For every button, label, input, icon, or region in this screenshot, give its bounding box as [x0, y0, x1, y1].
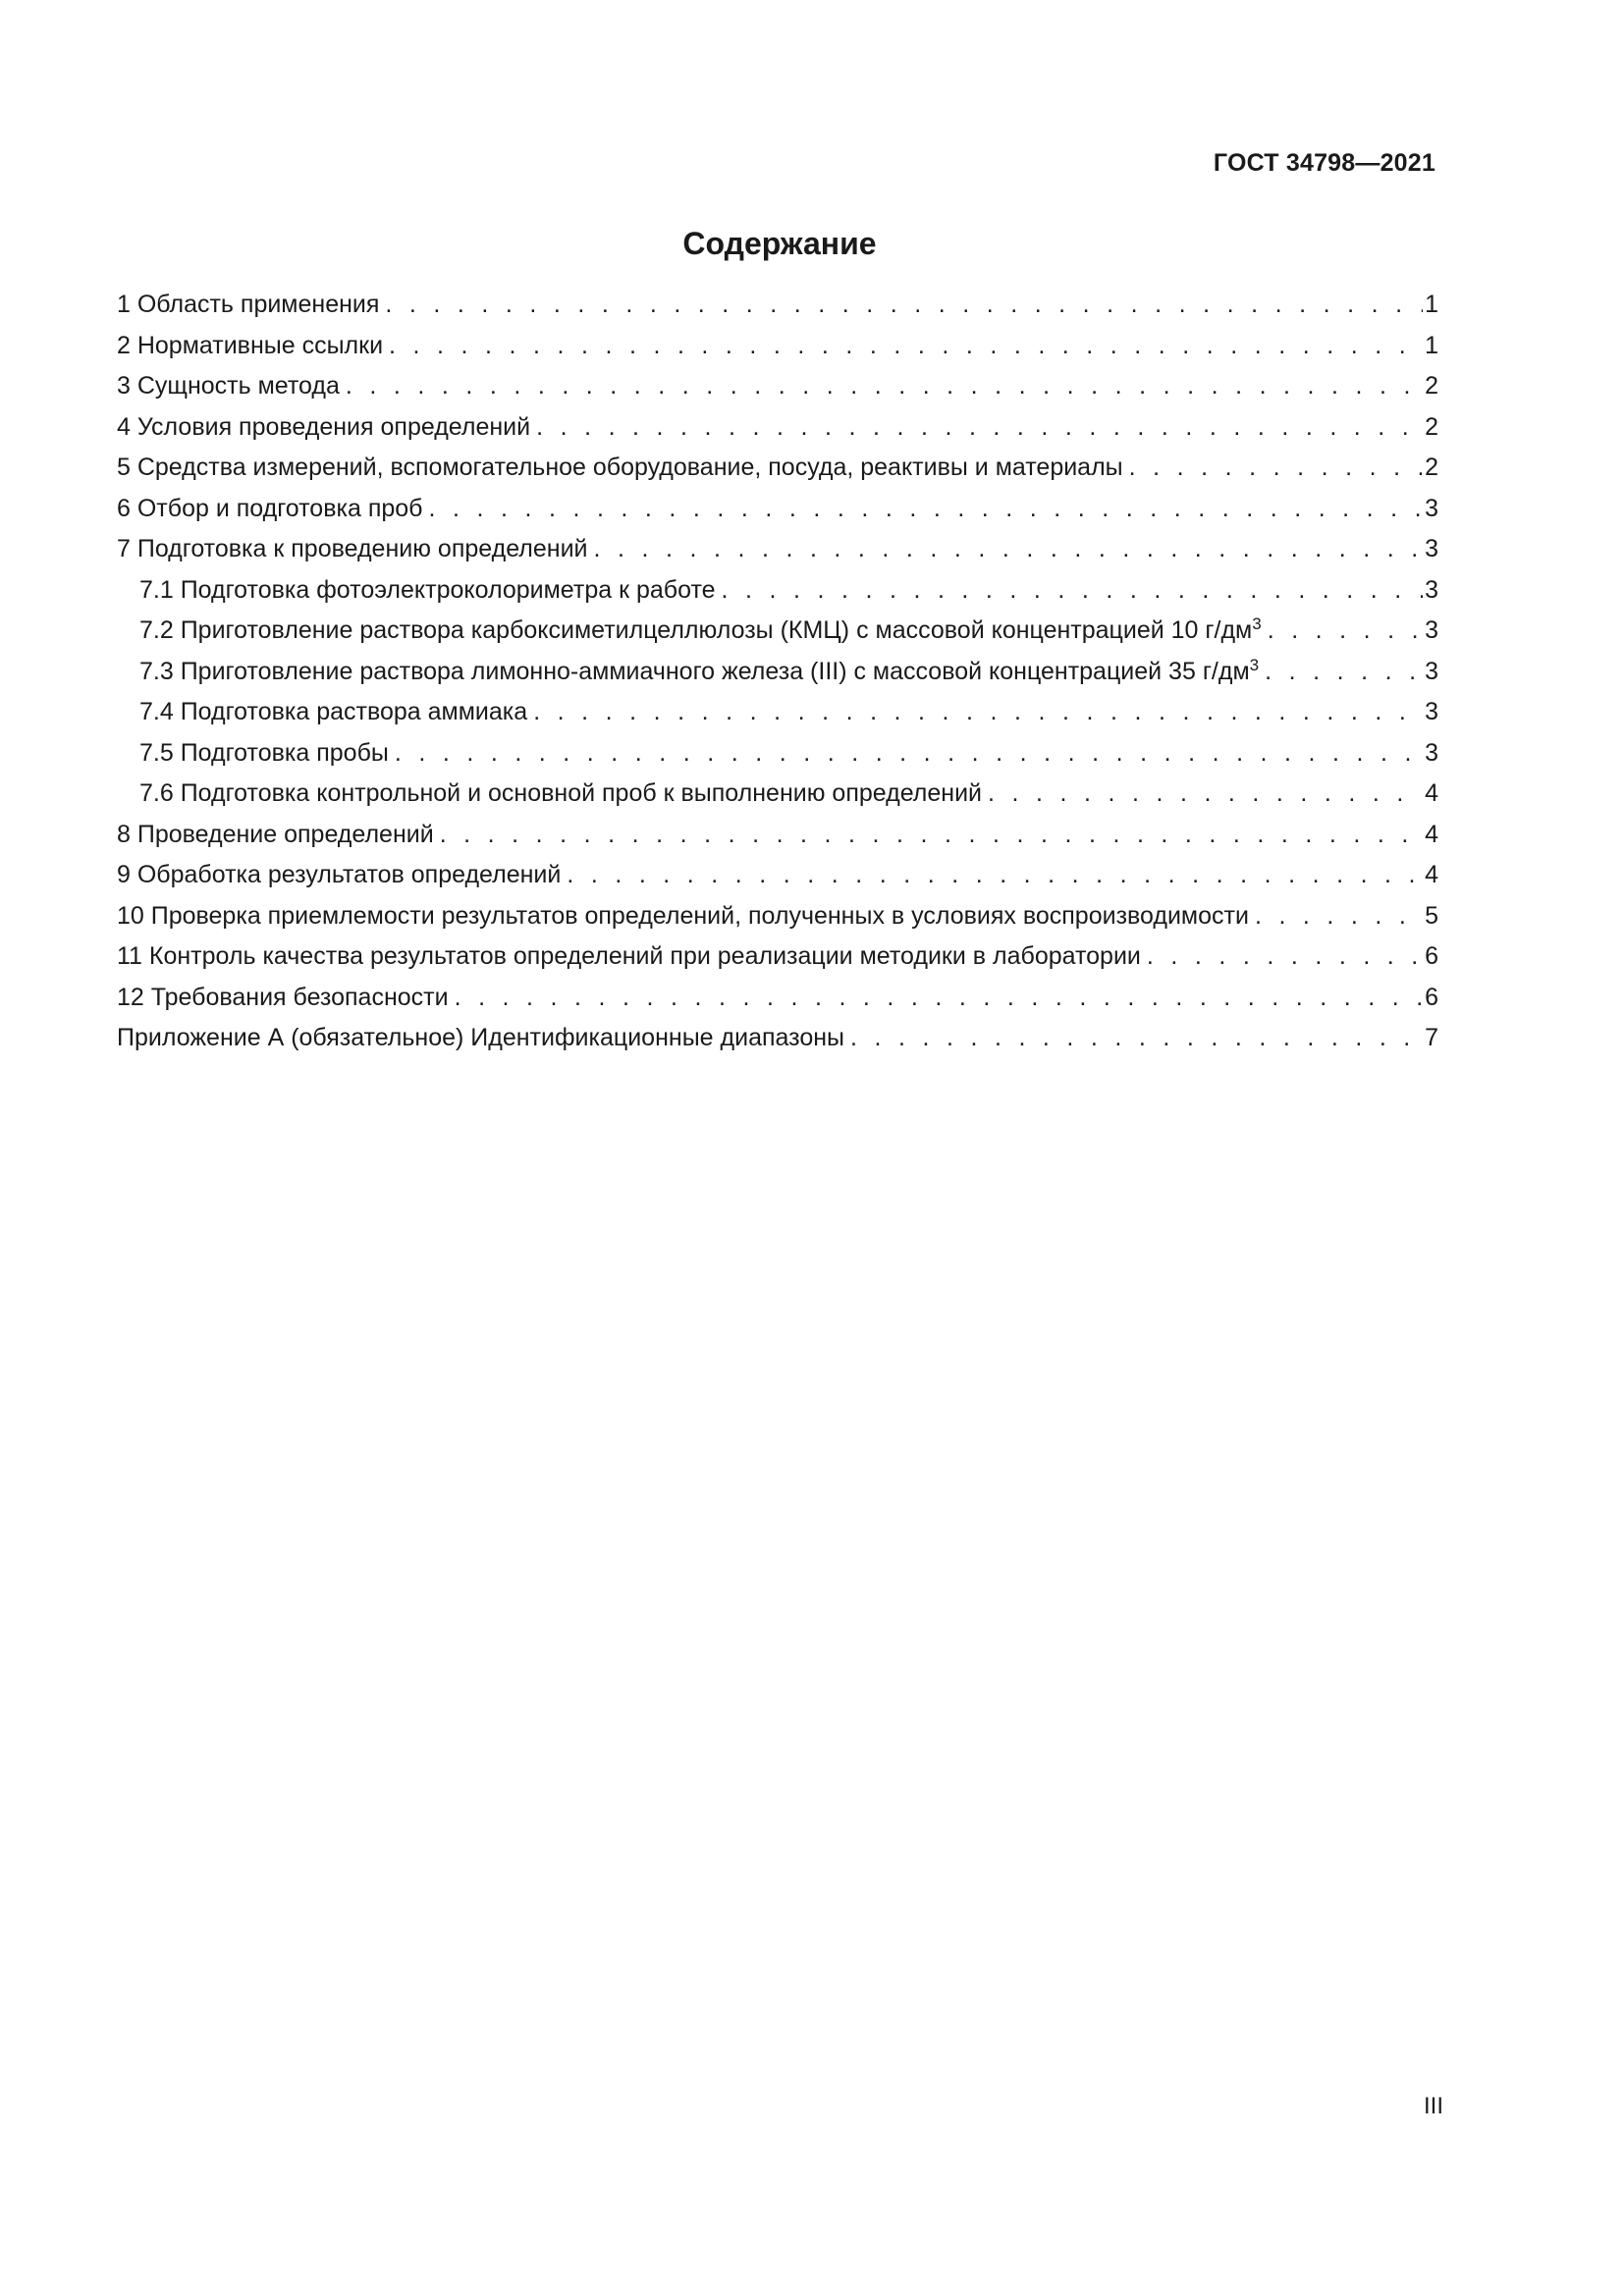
toc-page-number: 2: [1425, 412, 1438, 441]
toc-entry-7[interactable]: [117, 529, 1438, 570]
toc-leader-dots: [988, 774, 1423, 815]
toc-page-number: 2: [1425, 454, 1438, 481]
toc-leader-dots: [395, 733, 1423, 774]
toc-page-number: 3: [1425, 657, 1438, 685]
toc-entry-10[interactable]: [117, 896, 1438, 937]
toc-leader-dots: [385, 285, 1423, 326]
toc-entry-text: 7 Подготовка к проведению определений: [117, 535, 588, 562]
page-number: III: [1423, 2093, 1443, 2119]
toc-leader-dots: [1147, 936, 1423, 978]
toc-entry-text: 7.4 Подготовка раствора аммиака: [139, 698, 528, 725]
toc-page-number: 3: [1425, 738, 1438, 767]
toc-entry-7-2[interactable]: [117, 611, 1438, 652]
toc-leader-dots: [389, 326, 1423, 367]
superscript: 3: [1249, 655, 1260, 674]
toc-entry-text: 11 Контроль качества результатов определений при реализации методики в лаборатории: [117, 942, 1141, 970]
toc-leader-dots: [594, 529, 1424, 570]
toc-entry-text: 7.6 Подготовка контрольной и основной проб к выполнению определений: [139, 779, 983, 807]
toc-entry-3[interactable]: [117, 366, 1438, 407]
document-code: ГОСТ 34798—2021: [1213, 149, 1435, 177]
toc-entry-text: 6 Отбор и подготовка проб: [117, 494, 423, 522]
toc-entry-12[interactable]: [117, 978, 1438, 1019]
superscript: 3: [1252, 614, 1262, 633]
toc-leader-dots: [346, 366, 1423, 407]
table-of-contents: [117, 285, 1438, 1059]
toc-leader-dots: [567, 855, 1423, 896]
toc-entry-text: 4 Условия проведения определений: [117, 412, 531, 441]
toc-entry-7-1[interactable]: [117, 570, 1438, 612]
toc-entry-7-6[interactable]: [117, 774, 1438, 815]
toc-entry-11[interactable]: [117, 936, 1438, 978]
toc-entry-2[interactable]: [117, 326, 1438, 367]
toc-page-number: 6: [1425, 942, 1438, 970]
toc-entry-1[interactable]: [117, 285, 1438, 326]
toc-leader-dots: [429, 489, 1424, 530]
toc-entry-text: Приложение А (обязательное) Идентификационные диапазоны: [117, 1024, 844, 1051]
toc-entry-7-3[interactable]: [117, 652, 1438, 693]
toc-leader-dots: [1268, 611, 1423, 652]
toc-page-number: 4: [1425, 820, 1438, 848]
toc-entry-5[interactable]: [117, 448, 1438, 489]
toc-page-number: 1: [1425, 331, 1438, 359]
toc-entry-text: 7.2 Приготовление раствора карбоксиметилцеллюлозы (КМЦ) с массовой концентрацией 10 г/дм: [139, 616, 1253, 644]
toc-page-number: 3: [1425, 535, 1438, 562]
toc-page-number: 7: [1425, 1024, 1438, 1051]
toc-leader-dots: [850, 1018, 1423, 1059]
toc-leader-dots: [722, 570, 1424, 612]
toc-entry-text: 5 Средства измерений, вспомогательное оборудование, посуда, реактивы и материалы: [117, 454, 1123, 481]
toc-leader-dots: [536, 407, 1423, 449]
toc-entry-text: 7.3 Приготовление раствора лимонно-аммиачного железа (III) с массовой концентрацией 35 г/дм: [139, 657, 1250, 685]
toc-entry-7-5[interactable]: [117, 733, 1438, 774]
toc-title: Содержание: [682, 226, 877, 261]
toc-page-number: 2: [1425, 372, 1438, 400]
toc-entry-text: 1 Область применения: [117, 291, 380, 318]
toc-entry-text: 9 Обработка результатов определений: [117, 861, 562, 888]
toc-entry-appendix-a[interactable]: [117, 1018, 1438, 1059]
toc-leader-dots: [533, 692, 1423, 733]
toc-entry-text: 7.5 Подготовка пробы: [139, 738, 389, 767]
toc-page-number: 3: [1425, 698, 1438, 725]
toc-leader-dots: [455, 978, 1424, 1019]
toc-entry-9[interactable]: [117, 855, 1438, 896]
toc-entry-text-wrap: [139, 611, 1268, 652]
toc-entry-text: 2 Нормативные ссылки: [117, 331, 384, 359]
toc-entry-text: 7.1 Подготовка фотоэлектроколориметра к работе: [139, 575, 716, 604]
toc-entry-4[interactable]: [117, 407, 1438, 449]
toc-entry-7-4[interactable]: [117, 692, 1438, 733]
toc-entry-text: 8 Проведение определений: [117, 820, 434, 848]
toc-page-number: 3: [1425, 616, 1438, 644]
toc-page-number: 4: [1425, 779, 1438, 807]
toc-entry-text: 12 Требования безопасности: [117, 983, 449, 1011]
toc-page-number: 1: [1425, 291, 1438, 318]
toc-page-number: 6: [1425, 983, 1438, 1011]
toc-entry-text: 10 Проверка приемлемости результатов определений, полученных в условиях воспроизводимости: [117, 901, 1249, 930]
toc-leader-dots: [1129, 448, 1423, 489]
toc-entry-6[interactable]: [117, 489, 1438, 530]
toc-page-number: 4: [1425, 861, 1438, 888]
toc-entry-8[interactable]: [117, 815, 1438, 856]
toc-page-number: 5: [1425, 901, 1438, 930]
toc-page-number: 3: [1425, 494, 1438, 522]
toc-leader-dots: [1255, 896, 1423, 937]
toc-page-number: 3: [1425, 575, 1438, 604]
toc-leader-dots: [440, 815, 1423, 856]
toc-entry-text: 3 Сущность метода: [117, 372, 340, 400]
toc-entry-text-wrap: [139, 652, 1265, 693]
toc-leader-dots: [1265, 652, 1423, 693]
